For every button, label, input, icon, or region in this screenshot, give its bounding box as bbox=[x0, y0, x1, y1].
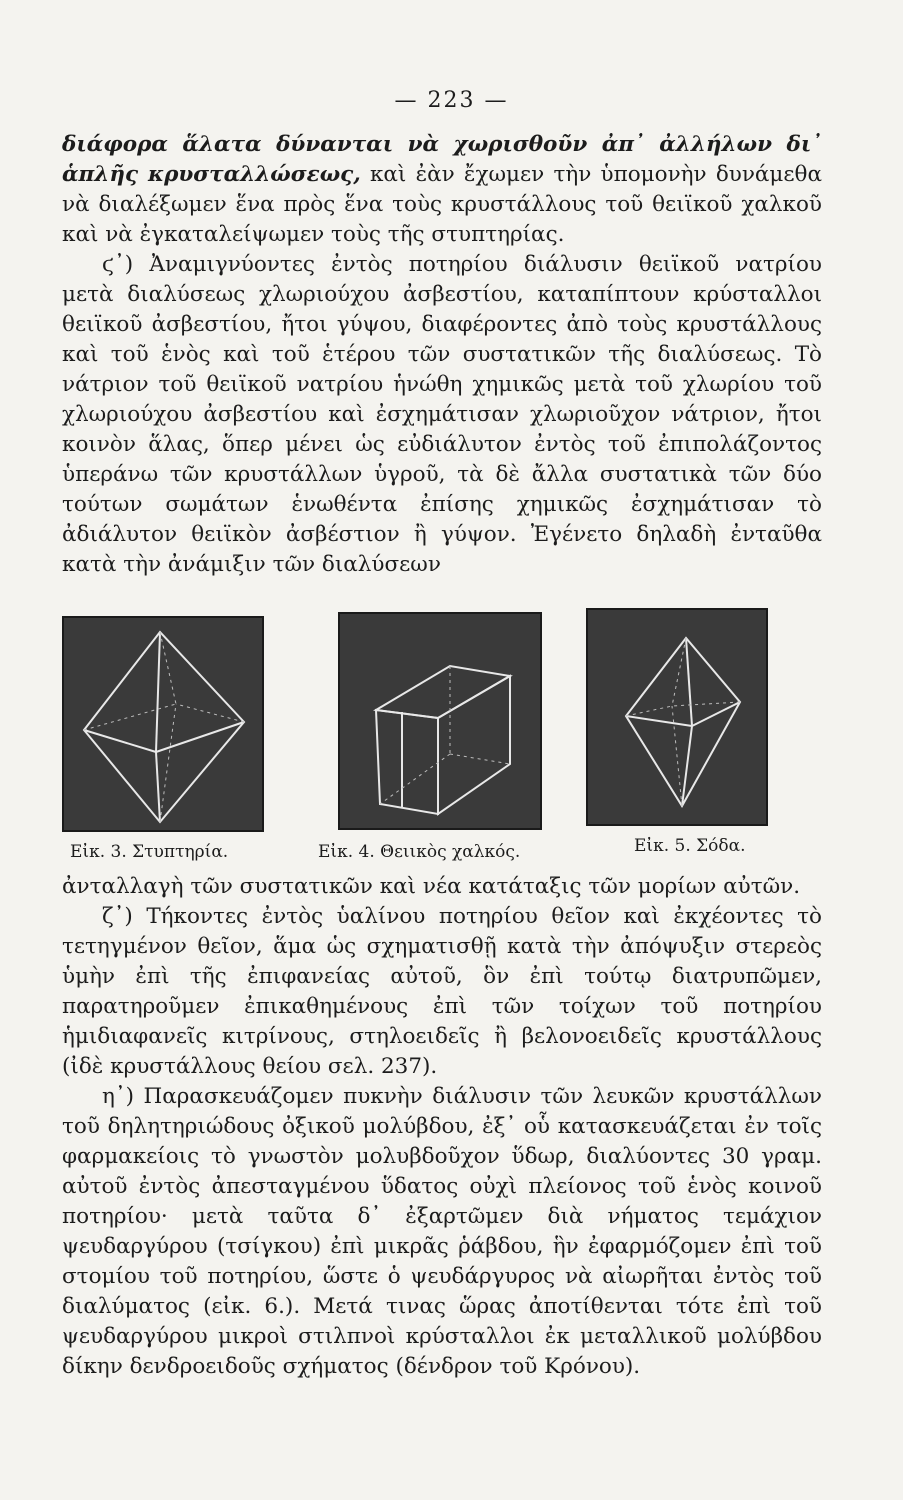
figure-3-caption: Εἰκ. 3. Στυπτηρία. bbox=[70, 842, 229, 862]
figures-row bbox=[0, 608, 903, 868]
octahedron-crystal-illustration bbox=[62, 616, 264, 832]
continuation-line: ἀνταλλαγὴ τῶν συστατικῶν καὶ νέα κατάταξις τῶν μορίων αὐτῶν. bbox=[62, 874, 801, 899]
soda-crystal-drawing bbox=[588, 610, 766, 824]
prism-crystal-illustration bbox=[338, 612, 542, 830]
top-text-block bbox=[62, 130, 822, 580]
figure-5-caption: Εἰκ. 5. Σόδα. bbox=[634, 836, 746, 856]
emphasized-phrase: διάφορα ἅλατα δύνανται νὰ χωρισθοῦν ἀπ᾽ ἀλλήλων δι᾽ ἁπλῆς κρυσταλλώσεως, bbox=[62, 132, 822, 187]
figure-4-caption: Εἰκ. 4. Θειικὸς χαλκός. bbox=[318, 842, 521, 862]
bottom-text-block bbox=[62, 872, 822, 1382]
soda-crystal-illustration bbox=[586, 608, 768, 826]
prism-drawing bbox=[340, 614, 540, 828]
paragraph-zeta: ζ᾽) Τήκοντες ἐντὸς ὑαλίνου ποτηρίου θεῖον καὶ ἐκχέοντες τὸ τετηγμένον θεῖον, ἅμα ὡς σχηματισθῇ κατὰ τὴν ἀπόψυξιν στερεὸς ὑμὴν ἐπὶ τῆς ἐπιφανείας αὐτοῦ, ὃν ἐπὶ τούτῳ διατρυπῶμεν, παρατηροῦμεν ἐπικαθημένους ἐπὶ τῶν τοίχων τοῦ ποτηρίου ἡμιδιαφανεῖς κιτρίνους, στηλοειδεῖς ἢ βελονοειδεῖς κρυστάλλους (ἰδὲ κρυστάλλους θείου σελ. 237). bbox=[62, 904, 822, 1079]
page-number: — 223 — bbox=[394, 88, 509, 113]
paragraph-eta: η᾽) Παρασκευάζομεν πυκνὴν διάλυσιν τῶν λευκῶν κρυστάλλων τοῦ δηλητηριώδους ὀξικοῦ μολύβδου, ἐξ᾽ οὗ κατασκευάζεται ἐν τοῖς φαρμακείοις τὸ γνωστὸν μολυβδοῦχον ὕδωρ, διαλύοντες 30 γραμ. αὐτοῦ ἐντὸς ἀπεσταγμένου ὕδατος οὐχὶ πλείονος τοῦ ἑνὸς κοινοῦ ποτηρίου· μετὰ ταῦτα δ᾽ ἐξαρτῶμεν διὰ νήματος τεμάχιον ψευδαργύρου (τσίγκου) ἐπὶ μικρᾶς ῥάβδου, ἣν ἐφαρμόζομεν ἐπὶ τοῦ στομίου τοῦ ποτηρίου, ὥστε ὁ ψευδάργυρος νὰ αἰωρῆται ἐντὸς τοῦ διαλύματος (εἰκ. 6.). Μετά τινας ὥρας ἀποτίθενται τότε ἐπὶ τοῦ ψευδαργύρου μικροὶ στιλπνοὶ κρύσταλλοι ἐκ μεταλλικοῦ μολύβδου δίκην δενδροειδοῦς σχήματος (δένδρον τοῦ Κρόνου). bbox=[62, 1084, 822, 1379]
paragraph-rest: καὶ ἐὰν ἔχωμεν τὴν ὑπομονὴν δυνάμεθα νὰ διαλέξωμεν ἕνα πρὸς ἕνα τοὺς κρυστάλλους τοῦ θειϊκοῦ χαλκοῦ καὶ νὰ ἐγκαταλείψωμεν τοὺς τῆς στυπτηρίας. bbox=[62, 162, 822, 247]
octahedron-drawing bbox=[64, 618, 262, 830]
continuation-paragraph bbox=[62, 130, 822, 250]
paragraph-stigma: ϛ᾽) Ἀναμιγνύοντες ἐντὸς ποτηρίου διάλυσιν θειϊκοῦ νατρίου μετὰ διαλύσεως χλωριούχου ἀσβεστίου, καταπίπτουν κρύσταλλοι θειϊκοῦ ἀσβεστίου, ἤτοι γύψου, διαφέροντες ἀπὸ τοὺς κρυστάλλους καὶ τοῦ ἑνὸς καὶ τοῦ ἑτέρου τῶν συστατικῶν τῆς διαλύσεως. Τὸ νάτριον τοῦ θειϊκοῦ νατρίου ἡνώθη χημικῶς μετὰ τοῦ χλωρίου τοῦ χλωριούχου ἀσβεστίου καὶ ἐσχημάτισαν χλωριοῦχον νάτριον, ἤτοι κοινὸν ἅλας, ὅπερ μένει ὡς εὐδιάλυτον ἐντὸς τοῦ ἐπιπολάζοντος ὑπεράνω τῶν κρυστάλλων ὑγροῦ, τὰ δὲ ἄλλα συστατικὰ τῶν δύο τούτων σωμάτων ἑνωθέντα ἐπίσης χημικῶς ἐσχημάτισαν τὸ ἀδιάλυτον θειϊκὸν ἀσβέστιον ἢ γύψον. Ἐγένετο δηλαδὴ ἐνταῦθα κατὰ τὴν ἀνάμιξιν τῶν διαλύσεων bbox=[62, 252, 822, 577]
